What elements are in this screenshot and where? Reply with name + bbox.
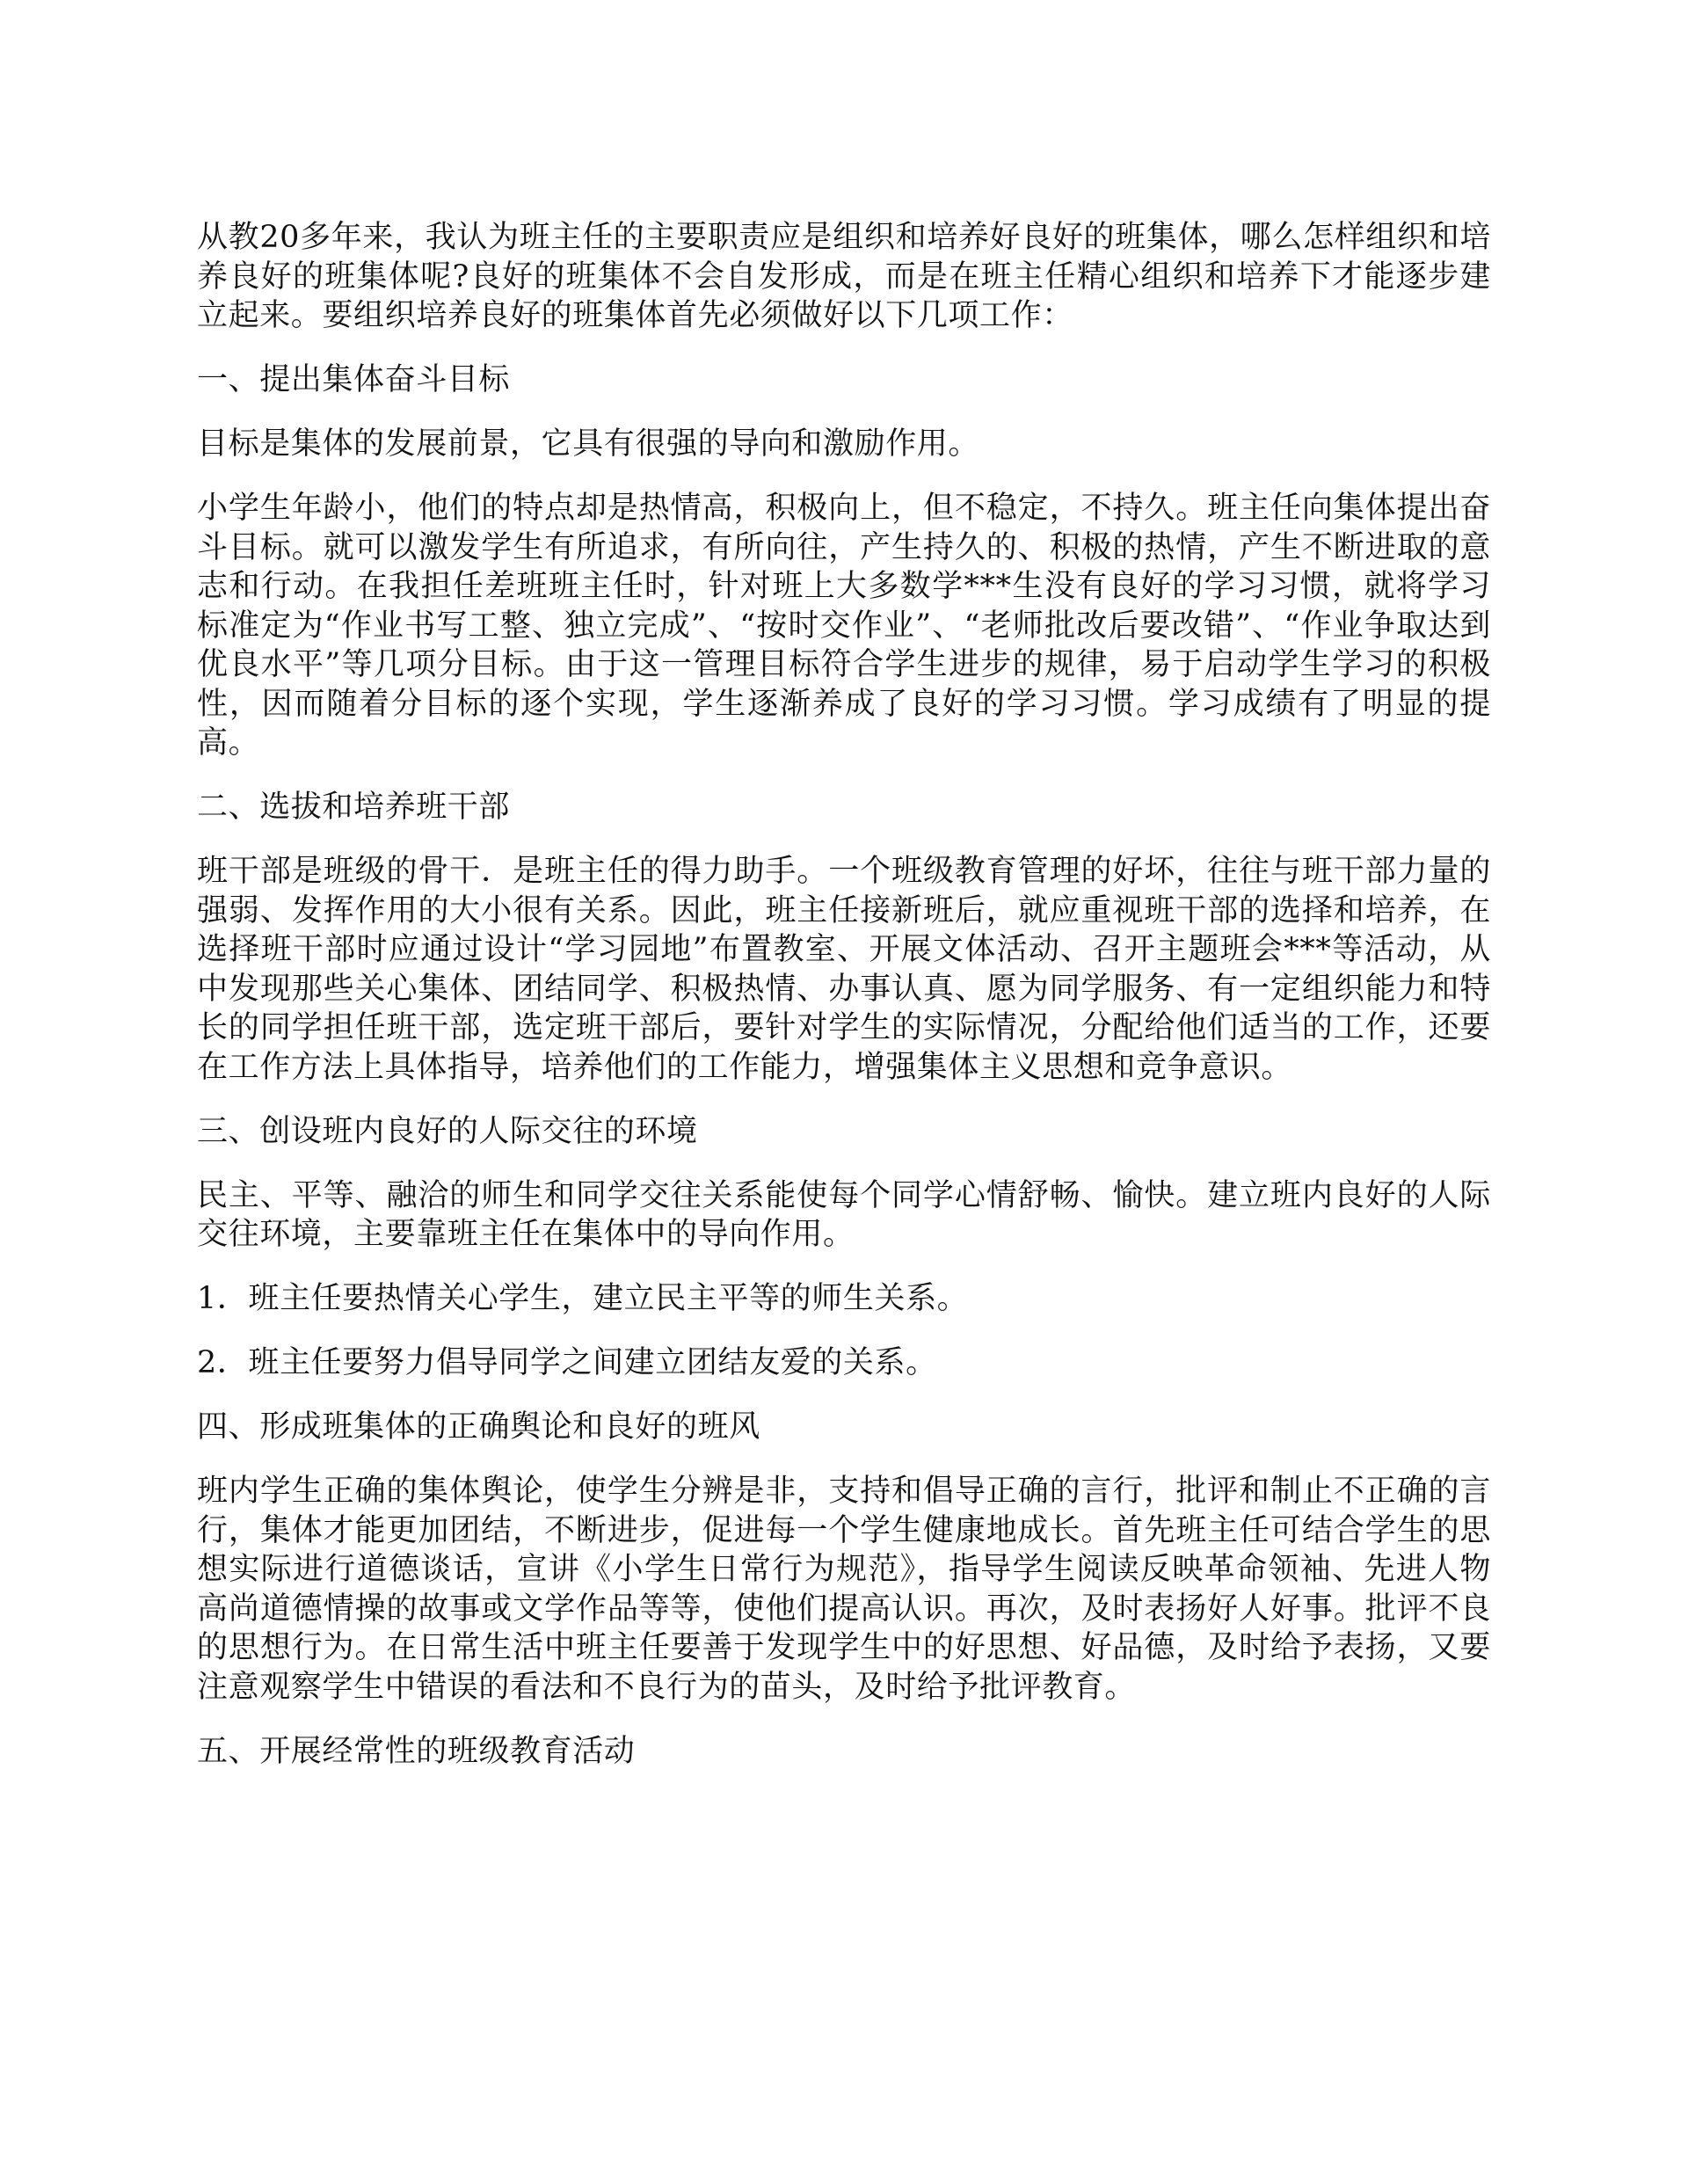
- section-heading-3: 三、创设班内良好的人际交往的环境: [197, 1113, 698, 1149]
- document-page: [197, 218, 1491, 1796]
- paragraph-public-opinion: 班内学生正确的集体舆论，使学生分辨是非，支持和倡导正确的言行，批评和制止不正确的言行，集体才能更加团结，不断进步，促进每一个学生健康地成长。首先班主任可结合学生的思想实际进行道德谈话，宣讲《小学生日常行为规范》，指导学生阅读反映革命领袖、先进人物高尚道德情操的故事或文学作品等等，使他们提高认识。再次，及时表扬好人好事。批评不良的思想行为。在日常生活中班主任要善于发现学生中的好思想、好品德，及时给予表扬，又要注意观察学生中错误的看法和不良行为的苗头，及时给予批评教育。: [197, 1474, 1491, 1705]
- list-item-1: 1．班主任要热情关心学生，建立民主平等的师生关系。: [197, 1281, 969, 1316]
- list-item-2: 2．班主任要努力倡导同学之间建立团结友爱的关系。: [197, 1345, 937, 1380]
- intro-paragraph: 从教20多年来，我认为班主任的主要职责应是组织和培养好良好的班集体，哪么怎样组织和培养良好的班集体呢?良好的班集体不会自发形成，而是在班主任精心组织和培养下才能逐步建立起来。要组织培养良好的班集体首先必须做好以下几项工作：: [197, 220, 1491, 333]
- section-heading-1: 一、提出集体奋斗目标: [197, 362, 511, 397]
- section-heading-5: 五、开展经常性的班级教育活动: [197, 1733, 636, 1769]
- section-heading-4: 四、形成班集体的正确舆论和良好的班风: [197, 1409, 760, 1445]
- paragraph-goal-intro: 目标是集体的发展前景，它具有很强的导向和激励作用。: [197, 426, 980, 462]
- paragraph-class-cadres: 班干部是班级的骨干．是班主任的得力助手。一个班级教育管理的好坏，往往与班干部力量的强弱、发挥作用的大小很有关系。因此，班主任接新班后，就应重视班干部的选择和培养，在选择班干部时应通过设计“学习园地”布置教室、开展文体活动、召开主题班会***等活动，从中发现那些关心集体、团结同学、积极热情、办事认真、愿为同学服务、有一定组织能力和特长的同学担任班干部，选定班干部后，要针对学生的实际情况，分配给他们适当的工作，还要在工作方法上具体指导，培养他们的工作能力，增强集体主义思想和竞争意识。: [197, 854, 1491, 1085]
- paragraph-environment: 民主、平等、融洽的师生和同学交往关系能使每个同学心情舒畅、愉快。建立班内良好的人际交往环境，主要靠班主任在集体中的导向作用。: [197, 1177, 1491, 1252]
- section-heading-2: 二、选拔和培养班干部: [197, 790, 511, 825]
- paragraph-goal-detail: 小学生年龄小，他们的特点却是热情高，积极向上，但不稳定，不持久。班主任向集体提出奋斗目标。就可以激发学生有所追求，有所向往，产生持久的、积极的热情，产生不断进取的意志和行动。在我担任差班班主任时，针对班上大多数学***生没有良好的学习习惯，就将学习标准定为“作业书写工整、独立完成”、“按时交作业”、“老师批改后要改错”、“作业争取达到优良水平”等几项分目标。由于这一管理目标符合学生进步的规律，易于启动学生学习的积极性，因而随着分目标的逐个实现，学生逐渐养成了良好的学习习惯。学习成绩有了明显的提高。: [197, 491, 1491, 761]
